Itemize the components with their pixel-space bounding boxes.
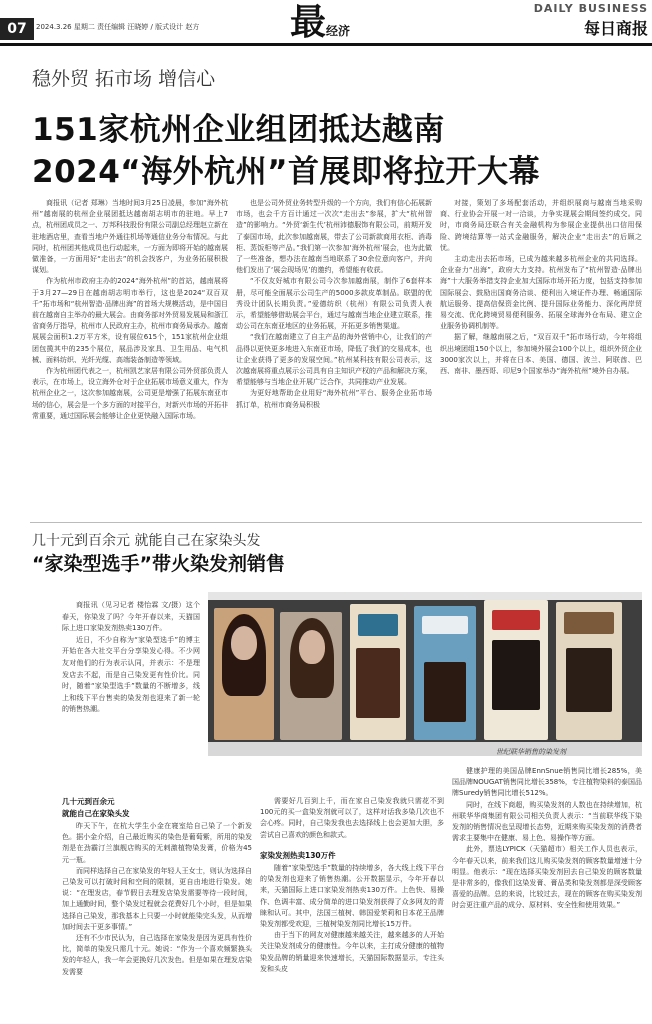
paragraph: 作为杭州市政府主办的2024“海外杭州”的首站，越南展将于3月27—29日在越南胡志明市举行，这也是2024“双百双千”拓市场和“杭州智造·品牌出海”的首场大规模活动，是中国目前在越南自主举办的最大展会。由商务部对外贸易发展局和浙江省商务厅指导，杭州市人民政府主办，杭州市商务局承办。越南展展会面积1.2万平方米，设有展位615个，151家杭州企业组团包揽其中的235个展位，展品涉及家具、卫生用品、电气机械、面料纺织、光纤光缆、高端装备制造等领域。 (32, 277, 228, 364)
paragraph: 商报讯（见习记者 楼怡霖 文/摄）这个春天，你染发了吗？今年开春以来，天猫国际上进口家染发剂热卖130万件。 (62, 601, 200, 633)
paragraph: 近日，不少自称为“家染型选手”的博主开始在各大社交平台分享染发心得。不少网友对他们的行为表示认同，并表示：不是理发店去不起，而是自己染发更有性价比。同时，随着“家染型选手”数量的不断增多，线上和线下平台售卖的染发剂也迎来了新一轮的销售热潮。 (62, 635, 200, 714)
article1-kicker: 稳外贸 拓市场 增信心 (32, 68, 216, 90)
paragraph: 对接，策划了多场配套活动，并组织展商与越南当地采购商、行业协会开展一对一洽谈，力争实现展会期间签约成交。同时，市商务局还联合有关金融机构为参展企业提供出口信用保险、跨境结算等一站式金融服务，解决企业“走出去”的后顾之忧。 (440, 199, 642, 252)
section-logo: 最 (290, 1, 327, 43)
article2-intro (62, 600, 200, 780)
dye-box (350, 604, 406, 740)
paragraph: 还有不少市民认为，自己选择在家染发是因为更具有性价比，简单的染发只需几十元。她说：“作为一个喜欢频繁换头发的年轻人，我一年会更换好几次发色。但是如果在理发店染发需要 (62, 934, 252, 976)
shelf-edge (208, 742, 642, 756)
dye-box (484, 600, 548, 740)
article1-title-line1: 151家杭州企业组团抵达越南 (32, 112, 445, 148)
article1-column-3 (440, 198, 642, 516)
paragraph: 商报讯（记者 郑琳）当地时间3月25日凌晨，参加“海外杭州”越南展的杭州企业展团抵达越南胡志明市的驻地。早上7点，杭州团成员之一、万邦科技股份有限公司副总经理赵立新在驻地酒店里，查看当地户外通往机场等通信业务分布情况。与此同时，杭州团其他成员也行动起来，一方面为即将开始的越南展做准备，一方面用好“走出去”的机会找客户，为业务拓展积极谋划。 (32, 199, 228, 275)
paragraph: 同时，在线下商超，购买染发剂的人数也在持续增加，杭州联华华商集团有限公司相关负责人表示：“当前联华线下染发剂的销售情况也呈现增长态势，近期来购买染发剂的消费者需求主要集中在健康、易上色、易操作等方面。 (452, 800, 642, 843)
article1-title-line2: 2024“海外杭州”首展即将拉开大幕 (32, 154, 541, 190)
brand-english: DAILY BUSINESS (533, 2, 648, 15)
dye-box (414, 606, 476, 740)
article2-column-1 (62, 821, 252, 1020)
dye-box (280, 612, 342, 740)
paragraph: 此外，票选LYPICK（天猫超市）相关工作人员也表示，今年春天以来，前来我们这儿购买染发剂的顾客数量增速十分明显。他表示：“现在选择买染发剂回去自己染发的顾客数量是非常多的，像我们这染发膏、膏品类和染发剂都是深受顾客喜爱的品牌。总的来说，比较过去，现在的顾客在购买染发剂时会更注重产品的成分、原材料、安全性和使用效果。” (452, 845, 642, 910)
date-editor-line: 2024.3.26 星期二 责任编辑 汪晓婷 / 版式设计 赵方 (36, 23, 200, 31)
article2-column-2b (260, 863, 444, 1020)
subheading: 几十元到百余元 (62, 797, 115, 806)
paragraph: 作为杭州团代表之一，杭州凯艺家居有限公司外贸部负责人表示，在市场上，设立海外仓对于企业拓展市场意义重大，作为杭州企业之一，这次参加越南展，公司更是增强了拓展东南亚市场的信心，展会是一个多方面的对接平台，对新兴市场的开拓非常重要，通过国际展会能够让企业更快融入国际市场。 (32, 367, 228, 420)
article2-kicker: 几十元到百余元 就能自己在家染头发 (32, 533, 261, 549)
paragraph: 健康护理的美国品牌EnnSnue销售同比增长285%，美国品牌NOUGAT销售同比增长358%，专注植物染料的泰国品牌Suredy销售同比增长512%。 (452, 767, 642, 798)
section-divider (30, 522, 642, 523)
article2-title: “家染型选手”带火染发剂销售 (32, 553, 285, 575)
paragraph: 昨天下午，在杭大学生小金在寝室给自己染了一个新发色。据小金介绍，自己最近购买的染色是葡萄紫，所用的染发剂是在劲霸汀兰旗舰店购买的无刺激植物染发膏，价格为45元一瓶。 (62, 822, 252, 864)
section-name: 经济 (326, 24, 351, 38)
brand-chinese: 每日商报 (583, 19, 648, 38)
subheading: 就能自己在家染头发 (62, 809, 130, 818)
dye-box (556, 602, 622, 740)
paragraph: 需要好几百到上千，而在家自己染发我就只需花不到100元的买一盒染发剂就可以了，这样对话我多染几次也不会心疼。同时，自己染发我也去选择线上也会更加大胆，多尝试自己喜欢的颜色和款式。 (260, 797, 444, 839)
photo-caption: 世纪联华销售的染发剂 (496, 748, 566, 756)
paragraph: 主动走出去拓市场，已成为越来越多杭州企业的共同选择。企业奋力“出海”，政府大力支持。杭州发布了“杭州智造·品牌出海”十大服务举措支持企业加大国际市场开拓力度，包括支持参加国际展会、鼓励出国商务洽谈、便利出入境证件办理、畅通国际航运服务、提高信保资金比例、提升国际业务能力、深化两岸贸易交流、优化跨境贸易便利服务、拓展全球海外仓布局、建立企业服务协调机制等。 (440, 255, 642, 331)
paragraph: 也是公司外贸业务转型升级的一个方向，我们有信心拓展新市场，也会千方百计通过一次次“走出去”参展，扩大“杭州智造”的影响力。“外贸‘新生代’杭州沛德服饰有限公司，前期开发了泰国市场，此次参加越南展，带去了公司新款商用衣柜、消毒柜、蒸饭柜等产品。”我们第一次参加‘海外杭州’展会，也为此做了一些准备，想办法在越南当地联系了30余位意向客户，并向他们发出了‘展会现场见’的邀约，希望能有收获。 (236, 199, 432, 275)
paragraph: 由于当下的网友对健康越来越关注，越来越多的人开始关注染发剂成分的健康性。今年以来，主打成分健康的植物染发品牌的销量迎来快速增长，天猫国际数据显示，专注头发和头皮 (260, 931, 444, 973)
article1-column-1 (32, 198, 228, 516)
article1-column-2 (236, 198, 432, 516)
page-number: 07 (0, 18, 34, 40)
hair-dye-shelf-photo (208, 592, 642, 756)
paragraph: “我们在越南建立了自主产品的海外营销中心，让我们的产品得以更快更多地进入东南亚市场，降低了我们的交易成本，也让企业获得了更多的发展空间。”杭州某科技有限公司表示，这次越南展将重点展示公司具有自主知识产权的产品和解决方案，希望能够与当地企业开展广泛合作，共同推动产业发展。 (236, 333, 432, 387)
shelf-edge (208, 592, 642, 600)
article2-column-3 (452, 766, 642, 1020)
page-header (0, 0, 652, 46)
subheading: 家染发剂热卖130万件 (260, 851, 336, 860)
paragraph: 随着“家染型选手”数量的持续增多，各大线上线下平台的染发剂也迎来了销售热潮。公开数据显示，今年开春以来，天猫国际上进口家染发剂热卖130万件。上色快、易操作、色调丰富、成分简单的进口染发剂获得了众多网友的青睐和认可。其中，法国三植树、韩国爱茉莉和日本花王品牌染发剂都受欢迎，三植树染发剂同比增长15万件。 (260, 864, 444, 929)
paragraph: “不仅友好城市有限公司今次参加越南展，制作了6套样本册，尽可能全面展示公司生产的5000多款皮革制品。联盟的优秀设计团队长期负责。”爱德纺织（杭州）有限公司负责人表示，希望能够借助展会平台，通过与越南当地企业建立联系，推动公司在东南亚地区的业务拓展，开拓更多销售渠道。 (236, 277, 432, 331)
paragraph: 为更好地帮助企业用好“海外杭州”平台、服务企业拓市场抓订单，杭州市商务局积极 (236, 389, 432, 409)
paragraph: 而同样选择自己在家染发的年轻人王女士，则认为选择自己染发可以打破时间和空间的限制，更自由地进行染发。她说：“在理发店，春节假日去理发店染发需要等待一段时间，加上通勤时间，整个染发过程就会花费好几个小时，但是如果选择自己染发，那我基本上只要一小时就能染完头发，从而增加时间去干更多事情。” (62, 866, 252, 931)
dye-box (214, 608, 274, 740)
article2-column-2a (260, 796, 444, 846)
paragraph: 据了解，继越南展之后，“双百双千”拓市场行动，今年将组织出境团组150个以上，参加境外展会100个以上，组织外贸企业3000家次以上，并将在日本、美国、德国、波兰、阿联酋、巴西、南非、墨西哥、印尼9个国家举办“海外杭州”境外自办展。 (440, 333, 642, 376)
